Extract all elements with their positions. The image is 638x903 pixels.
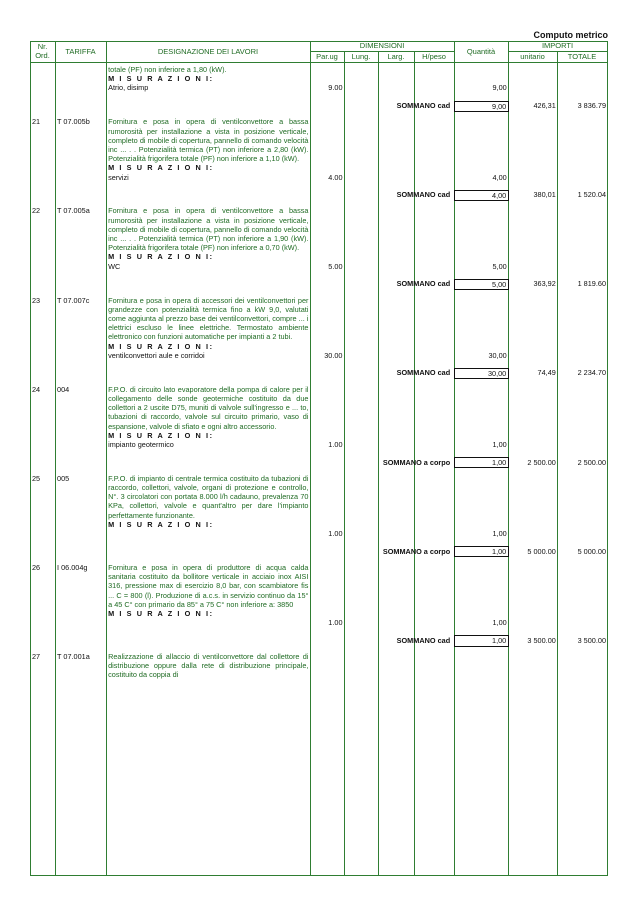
item-description: Fornitura e posa in opera di ventilconvettore a bassa rumorosità per installazione a vista in posizione verticale, completo di mobile di copertura, pannello di comando velocità inc ... . . Potenzialità termica (PT) non inferiore a 1,90 (kW). Potenzialità frigorifera totale (PF) non inferiore a 0,70 (kW). xyxy=(108,206,309,253)
line-total: 2 234.70 xyxy=(577,368,606,378)
item-description: Fornitura e posa in opera di ventilconvettore a bassa rumorosità per installazione a vista in posizione verticale, completo di mobile di copertura, pannello di comando velocità inc ... . . Potenzialità termica (PT) non inferiore a 2,80 (kW). Potenzialità frigorifera totale (PF) non inferiore a 1,10 (kW). xyxy=(108,117,309,164)
sommano-label: SOMMANO cad xyxy=(396,279,451,289)
item-number: 25 xyxy=(32,473,41,483)
unit-price: 74,49 xyxy=(537,368,556,378)
item-row xyxy=(30,111,608,163)
measure-label: servizi xyxy=(108,172,129,182)
misurazioni-label: M I S U R A Z I O N I: xyxy=(108,74,214,84)
header-nr: Nr. xyxy=(37,42,48,51)
measure-label: impianto geotermico xyxy=(108,439,174,449)
header-tariffa: TARIFFA xyxy=(65,47,96,56)
computo-table xyxy=(30,65,608,680)
misurazioni-row xyxy=(30,520,608,529)
par-ug-value: 4.00 xyxy=(328,172,343,182)
unit-price: 363,92 xyxy=(533,279,556,289)
header-h-peso: H/peso xyxy=(422,52,446,61)
line-total: 3 500.00 xyxy=(577,635,606,645)
measure-label xyxy=(106,529,310,538)
document-title: Computo metrico xyxy=(533,30,608,40)
par-ug-value: 1.00 xyxy=(328,439,343,449)
measure-row xyxy=(30,173,608,182)
item-row xyxy=(30,557,608,609)
item-number: 23 xyxy=(32,295,41,305)
item-row xyxy=(30,646,608,680)
misurazioni-label: M I S U R A Z I O N I: xyxy=(108,519,214,529)
line-total: 2 500.00 xyxy=(577,457,606,467)
misurazioni-label: M I S U R A Z I O N I: xyxy=(108,341,214,351)
item-tariffa: T 07.001a xyxy=(57,652,90,662)
quantity-value: 1,00 xyxy=(492,439,507,449)
measure-label: WC xyxy=(108,261,121,271)
carry-misurazioni-row xyxy=(30,74,608,83)
computo-sheet xyxy=(30,41,608,876)
sommano-row xyxy=(30,190,608,200)
sommano-row xyxy=(30,636,608,646)
measure-label xyxy=(106,618,310,627)
measure-label: Atrio, disimp xyxy=(108,83,149,93)
misurazioni-label: M I S U R A Z I O N I: xyxy=(108,430,214,440)
misurazioni-row xyxy=(30,163,608,172)
item-number: 27 xyxy=(32,652,41,662)
item-description: F.P.O. di impianto di centrale termica costituito da tubazioni di raccordo, collettori, valvole, organi di protezione e controllo, N°. 3 circolatori con portata 8.000 l/h cadauno, prevalenza 70 KPa, collettori, valvole e quant'altro per dare l'impianto perfettamente funzionante. xyxy=(108,473,309,520)
par-ug-value: 30.00 xyxy=(324,350,343,360)
sommano-label: SOMMANO cad xyxy=(396,190,451,200)
header-par-ug: Par.ug xyxy=(316,52,338,61)
measure-row xyxy=(30,440,608,449)
sommano-row xyxy=(30,101,608,111)
sommano-quantity: 1,00 xyxy=(455,547,509,557)
item-description: Realizzazione di allaccio di ventilconvettore dal collettore di distribuzione oppure dalla rete di distribuzione principale, costituito da coppia di xyxy=(108,652,309,680)
header-larg: Larg. xyxy=(387,52,405,61)
misurazioni-label: M I S U R A Z I O N I: xyxy=(108,608,214,618)
item-description: Fornitura e posa in opera di produttore di acqua calda sanitaria costituito da bollitore verticale in acciaio inox AISI 316, pressione max di esercizio 8,0 bar, con scambiatore fis ... C = 800 (l). Produzione di a.c.s. in servizio continuo da 15° a 45 C° con primario da 85° a 75 C° non inferiore a: 3850 xyxy=(108,562,309,609)
item-row xyxy=(30,290,608,342)
unit-price: 2 500.00 xyxy=(527,457,556,467)
sommano-label: SOMMANO cad xyxy=(396,368,451,378)
header-designazione: DESIGNAZIONE DEI LAVORI xyxy=(157,47,259,56)
item-tariffa: 005 xyxy=(57,473,70,483)
header-totale: TOTALE xyxy=(567,52,597,61)
item-tariffa: 004 xyxy=(57,384,70,394)
measure-row xyxy=(30,529,608,538)
item-tariffa: T 07.007c xyxy=(57,295,90,305)
line-total: 5 000.00 xyxy=(577,546,606,556)
quantity-value: 9,00 xyxy=(492,83,507,93)
sommano-row xyxy=(30,279,608,289)
quantity-value: 1,00 xyxy=(492,529,507,539)
item-tariffa: T 07.005b xyxy=(57,117,90,127)
header-dimensioni: DIMENSIONI xyxy=(359,41,405,50)
measure-row xyxy=(30,262,608,271)
sommano-quantity: 9,00 xyxy=(455,101,509,111)
item-row xyxy=(30,379,608,431)
sommano-row xyxy=(30,368,608,378)
misurazioni-row xyxy=(30,252,608,261)
header-ord: Ord. xyxy=(35,51,50,60)
carry-measure-row xyxy=(30,83,608,92)
item-number: 22 xyxy=(32,206,41,216)
misurazioni-row xyxy=(30,431,608,440)
sommano-label: SOMMANO a corpo xyxy=(382,457,451,467)
unit-price: 426,31 xyxy=(533,101,556,111)
sommano-label: SOMMANO cad xyxy=(396,635,451,645)
line-total: 1 520.04 xyxy=(577,190,606,200)
par-ug-value: 1.00 xyxy=(328,529,343,539)
misurazioni-row xyxy=(30,609,608,618)
par-ug-value: 1.00 xyxy=(328,618,343,628)
misurazioni-row xyxy=(30,342,608,351)
measure-row xyxy=(30,618,608,627)
header-unitario: unitario xyxy=(520,52,545,61)
par-ug-value: 5.00 xyxy=(328,261,343,271)
item-row xyxy=(30,200,608,252)
line-total: 1 819.60 xyxy=(577,279,606,289)
misurazioni-label: M I S U R A Z I O N I: xyxy=(108,252,214,262)
unit-price: 5 000.00 xyxy=(527,546,556,556)
sommano-row xyxy=(30,547,608,557)
item-number: 26 xyxy=(32,562,41,572)
item-description: F.P.O. di circuito lato evaporatore della pompa di calore per il collegamento delle sonde geotermiche costituito da due collettori a 2 uscite D75, muniti di valvole sull'ingresso e ... to, tubazioni di raccordo, valvole sul circuito primario, vaso di espansione, valvole di sfiato e ogni altro accessorio. xyxy=(108,384,309,431)
sommano-quantity: 1,00 xyxy=(455,458,509,468)
misurazioni-label: M I S U R A Z I O N I: xyxy=(108,163,214,173)
item-number: 21 xyxy=(32,117,41,127)
unit-price: 3 500.00 xyxy=(527,635,556,645)
sommano-quantity: 5,00 xyxy=(455,279,509,289)
sommano-label: SOMMANO cad xyxy=(396,101,451,111)
sommano-quantity: 4,00 xyxy=(455,190,509,200)
computo-body xyxy=(30,65,608,680)
item-description: totale (PF) non inferiore a 1,80 (kW). xyxy=(108,65,227,74)
carry-desc-row xyxy=(30,65,608,74)
item-tariffa: T 07.005a xyxy=(57,206,90,216)
item-description: Fornitura e posa in opera di accessori dei ventilconvettori per grandezze con potenzialità termica fino a kW 9,0, valutati come aggiunta al prezzo base dei ventilconvettori, compre ... i elettrici escluso le linee elettriche. Termostato ambiente elettronico con funzioni automatiche per impianti a 2 tubi. xyxy=(108,295,309,342)
header-lung: Lung. xyxy=(351,52,371,61)
quantity-value: 5,00 xyxy=(492,261,507,271)
item-number: 24 xyxy=(32,384,41,394)
item-row xyxy=(30,468,608,520)
line-total: 3 836.79 xyxy=(577,101,606,111)
par-ug-value: 9.00 xyxy=(328,83,343,93)
measure-label: ventilconvettori aule e corridoi xyxy=(108,350,205,360)
unit-price: 380,01 xyxy=(533,190,556,200)
item-tariffa: I 06.004g xyxy=(57,562,88,572)
sommano-row xyxy=(30,458,608,468)
sommano-quantity: 1,00 xyxy=(455,636,509,646)
sommano-quantity: 30,00 xyxy=(455,368,509,378)
quantity-value: 30,00 xyxy=(488,350,507,360)
quantity-value: 1,00 xyxy=(492,618,507,628)
header-quantita: Quantità xyxy=(466,47,496,56)
header-importi: IMPORTI xyxy=(541,41,574,50)
measure-row xyxy=(30,351,608,360)
sommano-label: SOMMANO a corpo xyxy=(382,546,451,556)
quantity-value: 4,00 xyxy=(492,172,507,182)
